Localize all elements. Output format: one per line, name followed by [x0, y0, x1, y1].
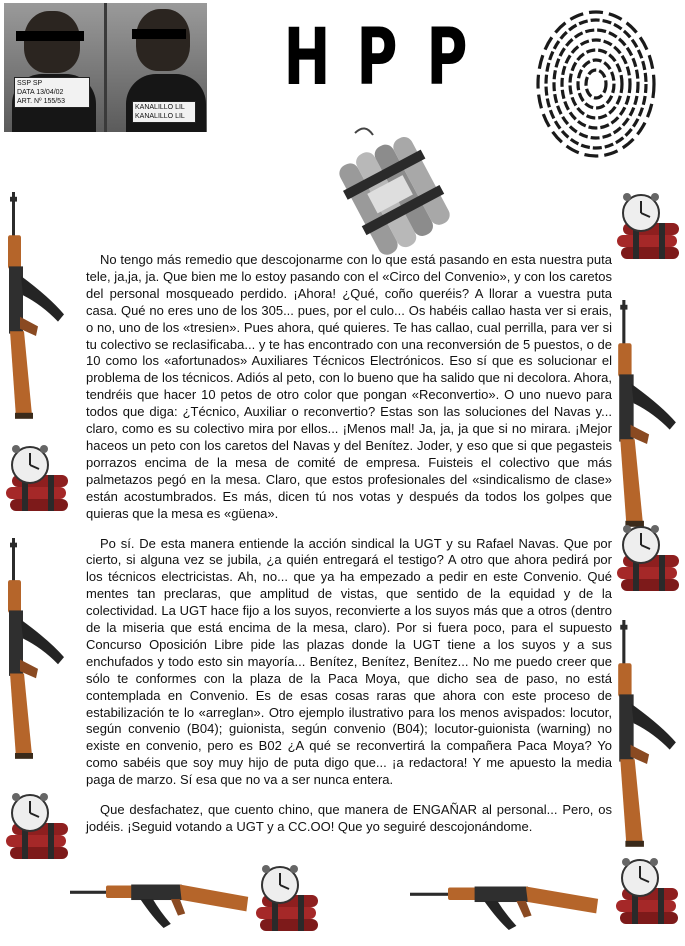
mugshot-photo: [4, 3, 207, 132]
rifle-image: [2, 192, 68, 420]
article-body: [86, 252, 612, 849]
fingerprint-image: [528, 2, 668, 162]
rifle-image: [2, 538, 68, 760]
dynamite-bundle-image: [325, 125, 465, 260]
id-placard: SSP SP DATA 13/04/02 ART. Nº 155/53: [14, 77, 90, 108]
bomb-clock-image: [2, 790, 70, 866]
title-letter: H: [283, 13, 331, 103]
bomb-clock-image: [2, 442, 70, 518]
bomb-clock-image: [612, 855, 680, 931]
censor-bar: [16, 31, 84, 41]
title-letter: P: [426, 13, 468, 103]
article-paragraph: Po sí. De esta manera entiende la acción sindical la UGT y su Rafael Navas. Que por cierto, si alguna vez se jubila, ¿a quién entregará el testigo? A otro que ahora pedirá por los técnicos electricistas. Ah, no... que ya ha empezado a pedir en este Convenio. Qué mentes tan preclaras, que amplitud de vistas, que sentido de la equidad y de la colectividad. La UGT hace fijo a los suyos, reconvierte a los suyos más que a otros (dentro de la miseria que está encima de la mesa, claro). Por si fuera poco, para el supuesto Concurso Oposición Libre pide las plazas donde la UGT tiene a los suyos y a sus enchufados y todo esto sin mayoría... Benítez, Benítez, Benítez... No me puedo creer que sólo te conformes con la plaza de la Paca Moya, que dicho sea de paso, no está contemplada en Convenio. Es de esas cosas raras que ahora con este proceso de estabilización te lo «arreglan». Otro ejemplo ilustrativo para los menos avispados: locutor, según convenio (B04); guionista, según convenio (B04); locutor-guionista (warning) no existe en convenio, pero es B02 ¿A qué se reconvertirá la compañera Paca Moya? Yo como sabéis que soy muy hijo de puta digo que... ¡a redactora! Y me apuesto la media paga de marzo. Sí esa que no va a ser nunca entera.: [86, 535, 612, 788]
title-letter: P: [356, 13, 398, 103]
censor-bar: [132, 29, 186, 39]
rifle-image: [612, 300, 680, 528]
bomb-clock-image: [613, 522, 681, 598]
article-paragraph: Que desfachatez, que cuento chino, que manera de ENGAÑAR al personal... Pero, os jodéis. ¡Seguid votando a UGT y a CC.OO! Que yo seguiré descojonándome.: [86, 802, 612, 834]
rifle-image: [612, 620, 680, 848]
rifle-image: [70, 870, 250, 928]
page-title: [272, 13, 482, 103]
bomb-clock-image: [613, 190, 681, 266]
rifle-image: [410, 872, 600, 930]
side-placard: KANALILLO LIL KANALILLO LIL: [132, 101, 196, 123]
article-paragraph: No tengo más remedio que descojonarme con lo que está pasando en esta nuestra puta tele, ja,ja, ja. Que bien me lo estoy pasando con el «Circo del Convenio», y con los caretos del personal mosqueado perdido. ¡Ahora! ¿Qué, coño queréis? A llorar a vuestra puta casa. Qué no eres uno de los 305... pues, por el culo... Os habéis callao hasta ver si erais, o no, uno de los «tresien». Pues ahora, qué quieres. Te has callao, cual perrilla, para ver si tu colectivo se reclasificaba... y te has encontrado con una reconversión de 5 puestos, o de 10 como los «afortunados» Auxiliares Técnicos Electrónicos. Eso sí que es solucionar el problema de los técnicos. Adiós al peto, con lo bueno que ha salido que ni decolora. Ahora, tendréis que hacer 10 petos de otro color que pongan «Reconvertio». O uno nuevo para todos que diga: ¿Técnico, Auxiliar o reconvertio? Estas son las soluciones del Navas y... claro, como es su colectivo mira por ellos... ¡Menos mal! Ja, ja, ja que si no mirara. ¡Mejor haceos un peto con los caretos del Navas y del Benítez. Joder, y eso que si que pegasteis porrazos encima de la mesa de comité de empresa. Fuisteis el colectivo que más palmetazos pegó en la mesa. Claro, que estos profesionales del «sindicalismo de clase» están acostumbrados. Es más, dicen tú nos votas y después da todos los golpes que quieras que la mesa es «güena».: [86, 252, 612, 521]
bomb-clock-image: [252, 862, 320, 938]
